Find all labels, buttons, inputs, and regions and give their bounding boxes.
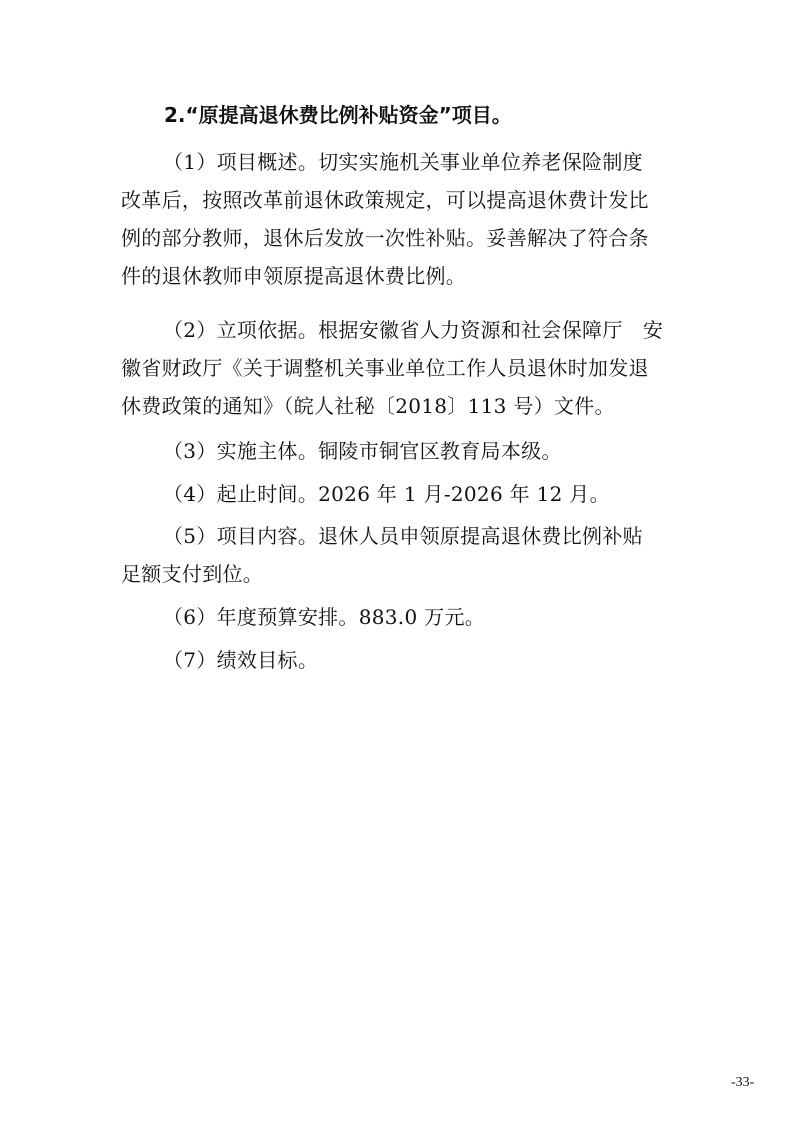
paragraph-line: （1）项目概述。切实实施机关事业单位养老保险制度 xyxy=(163,150,643,174)
paragraph-basis xyxy=(121,311,681,425)
paragraph-content xyxy=(121,517,681,593)
paragraph-budget xyxy=(121,598,681,636)
paragraph-line: （2）立项依据。根据安徽省人力资源和社会保障厅 安 xyxy=(163,318,664,342)
paragraph-line: （4）起止时间。2026 年 1 月-2026 年 12 月。 xyxy=(163,482,610,506)
paragraph-line: 例的部分教师，退休后发放一次性补贴。妥善解决了符合条 xyxy=(121,226,649,250)
paragraph-line: 件的退休教师申领原提高退休费比例。 xyxy=(121,264,467,288)
paragraph-goals xyxy=(121,641,681,679)
paragraph-line: 徽省财政厅《关于调整机关事业单位工作人员退休时加发退 xyxy=(121,356,649,380)
paragraph-line: 休费政策的通知》（皖人社秘〔2018〕113 号）文件。 xyxy=(121,394,615,418)
paragraph-line: 改革后，按照改革前退休政策规定，可以提高退休费计发比 xyxy=(121,188,649,212)
paragraph-line: （7）绩效目标。 xyxy=(163,648,319,672)
paragraph-overview xyxy=(121,143,681,295)
paragraph-line: （6）年度预算安排。883.0 万元。 xyxy=(163,605,486,629)
paragraph-line: （5）项目内容。退休人员申领原提高退休费比例补贴 xyxy=(163,524,643,548)
paragraph-implementer xyxy=(121,432,681,470)
section-heading: 2.“原提高退休费比例补贴资金”项目。 xyxy=(164,103,512,127)
paragraph-period xyxy=(121,475,681,513)
paragraph-line: （3）实施主体。铜陵市铜官区教育局本级。 xyxy=(163,439,562,463)
paragraph-line: 足额支付到位。 xyxy=(121,562,264,586)
page-number: -33- xyxy=(731,1075,755,1090)
